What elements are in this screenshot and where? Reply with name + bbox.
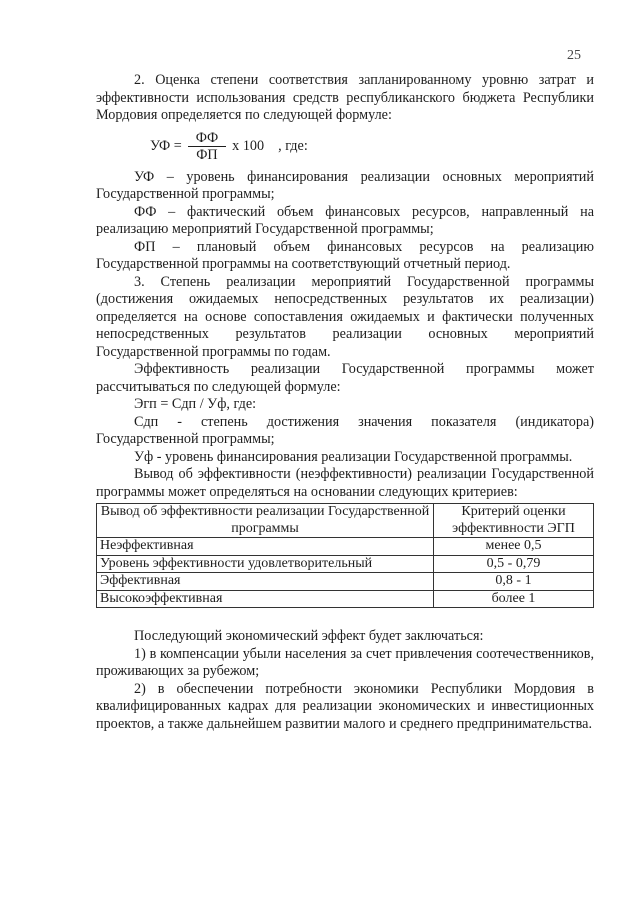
table-header-conclusion: Вывод об эффективности реализации Государственной программы: [97, 504, 434, 538]
table-row: [97, 590, 594, 608]
table-header-criterion: Критерий оценки эффективности ЭГП: [434, 504, 594, 538]
page-number: 25: [567, 48, 581, 63]
table-cell-value: 0,8 - 1: [434, 573, 594, 591]
table-cell-label: Уровень эффективности удовлетворительный: [97, 555, 434, 573]
definition-ff: ФФ – фактический объем финансовых ресурсов, направленный на реализацию мероприятий Государственной программы;: [96, 203, 594, 237]
formula-multiplier: x 100: [232, 137, 265, 154]
definition-uf: УФ – уровень финансирования реализации основных мероприятий Государственной программы;: [96, 168, 594, 202]
table-cell-label: Высокоэффективная: [97, 590, 434, 608]
formula-fraction: [188, 130, 226, 163]
table-cell-value: 0,5 - 0,79: [434, 555, 594, 573]
table-cell-label: Неэффективная: [97, 538, 434, 556]
paragraph-cost-assessment: 2. Оценка степени соответствия запланированному уровню затрат и эффективности использования средств республиканского бюджета Республики Мордовия определяется по следующей формуле:: [96, 72, 594, 123]
definition-uf-financing: Уф - уровень финансирования реализации Государственной программы.: [134, 448, 573, 465]
table-row: [97, 573, 594, 591]
document-body: [96, 72, 594, 733]
formula-lhs: УФ =: [150, 137, 182, 154]
table-cell-value: менее 0,5: [434, 538, 594, 556]
list-item-compensation: 1) в компенсации убыли населения за счет привлечения соотечественников, проживающих за рубежом;: [96, 645, 594, 679]
paragraph-criteria: Вывод об эффективности (неэффективности) реализации Государственной программы может определяться на основании следующих критериев:: [96, 466, 594, 500]
paragraph-efficiency: Эффективность реализации Государственной программы может рассчитываться по следующей формуле:: [96, 361, 594, 395]
formula-numerator: ФФ: [188, 130, 226, 147]
table-header-row: [97, 504, 594, 538]
paragraph-implementation-degree: 3. Степень реализации мероприятий Государственной программы (достижения ожидаемых непосредственных результатов их реализации) определяется на основе сопоставления ожидаемых и фактически полученных непосредственных результатов реализации основных мероприятий Государственной программы по годам.: [96, 273, 594, 360]
formula-uf: [150, 129, 594, 165]
formula-egp: Эгп = Сдп / Уф, где:: [134, 396, 257, 412]
definition-sdp: Сдп - степень достижения значения показателя (индикатора) Государственной программы;: [96, 413, 594, 447]
table-cell-label: Эффективная: [97, 573, 434, 591]
criteria-table: [96, 503, 594, 608]
formula-denominator: ФП: [196, 147, 218, 163]
table-row: [97, 555, 594, 573]
formula-suffix: , где:: [278, 137, 308, 154]
definition-fp: ФП – плановый объем финансовых ресурсов на реализацию Государственной программы на соответствующий отчетный период.: [96, 238, 594, 272]
table-cell-value: более 1: [434, 590, 594, 608]
paragraph-economic-effect: Последующий экономический эффект будет заключаться:: [134, 628, 484, 644]
table-row: [97, 538, 594, 556]
list-item-workforce: 2) в обеспечении потребности экономики Республики Мордовия в квалифицированных кадрах для реализации экономических и инвестиционных проектов, а также дальнейшем развитии малого и среднего предпринимательства.: [96, 680, 594, 732]
